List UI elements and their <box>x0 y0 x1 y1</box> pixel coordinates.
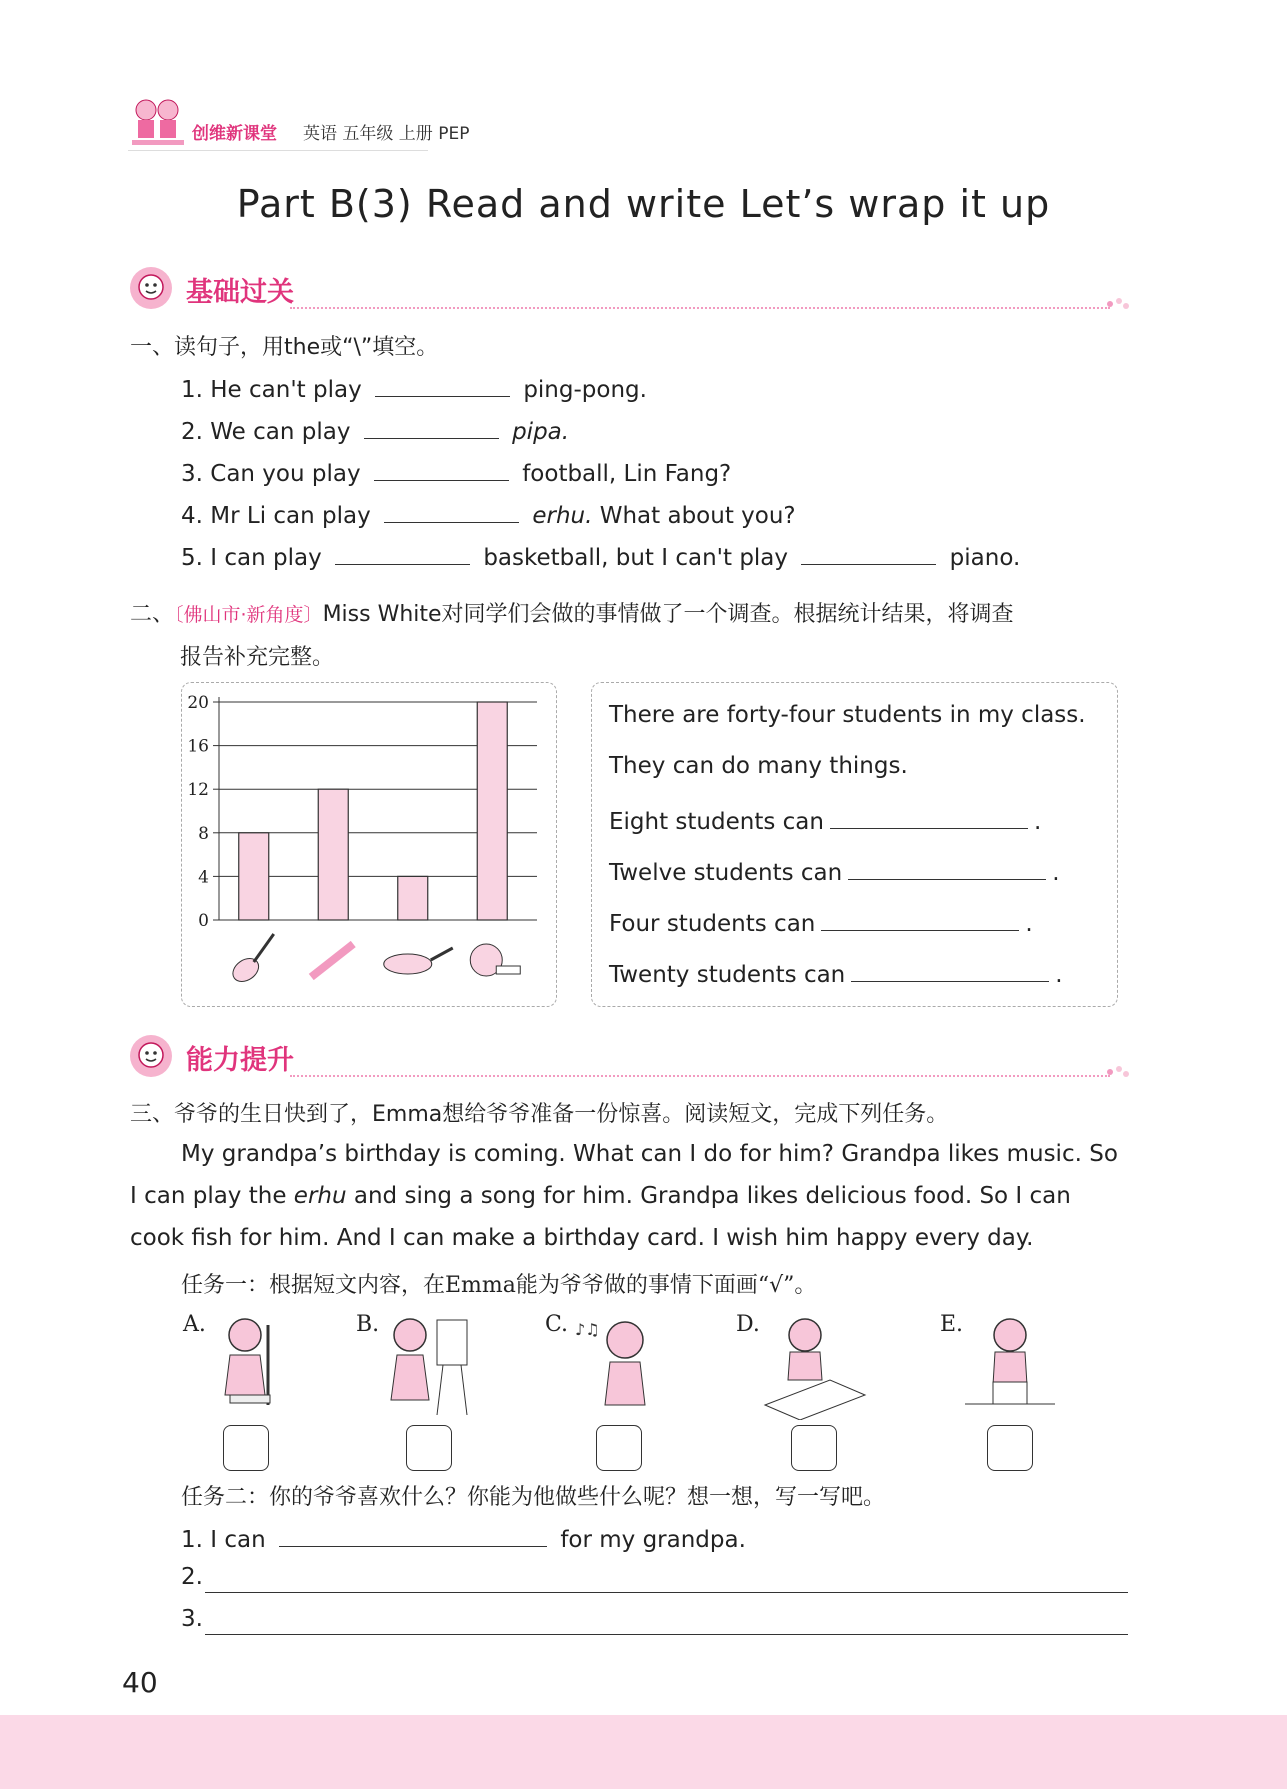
bar-pipa <box>239 833 269 920</box>
item-number: 3. <box>181 1606 203 1632</box>
item-number: 2. <box>181 1564 203 1590</box>
report-line-5 <box>609 906 1033 937</box>
answer-blank[interactable] <box>375 372 510 397</box>
page-number: 40 <box>122 1666 158 1699</box>
passage-italic: erhu <box>293 1183 347 1209</box>
girl-drawing-icon <box>385 1310 475 1420</box>
y-tick-label: 12 <box>187 780 209 801</box>
dots-decoration-icon <box>1106 296 1130 316</box>
task2-instruction: 任务二：你的爷爷喜欢什么？你能为他做些什么呢？想一想，写一写吧。 <box>181 1485 886 1510</box>
option-label-d: D. <box>736 1312 760 1337</box>
y-tick-label: 16 <box>187 736 209 757</box>
period: . <box>1052 860 1060 886</box>
report-text: Twelve students can <box>609 860 843 886</box>
q1-item-4 <box>181 498 796 529</box>
answer-line-3[interactable] <box>205 1634 1128 1635</box>
report-text: Twenty students can <box>609 962 846 988</box>
q2-title-text: Miss White对同学们会做的事情做了一个调查。根据统计结果，将调查 <box>322 602 1014 627</box>
item-text: He can't play <box>210 377 362 403</box>
report-text: Four students can <box>609 911 816 937</box>
dots-decoration-icon <box>1106 1064 1130 1084</box>
checkbox-c[interactable] <box>596 1425 642 1471</box>
answer-blank[interactable] <box>848 855 1046 880</box>
ping-pong-paddle-icon <box>496 966 520 974</box>
answer-blank[interactable] <box>821 906 1019 931</box>
bar-chart <box>181 682 557 1007</box>
y-tick-label: 20 <box>187 693 209 713</box>
section-badge-icon <box>128 265 174 311</box>
item-text-italic: erhu. <box>532 503 593 529</box>
task2-answer-1 <box>181 1522 746 1553</box>
subject-info: 英语 五年级 上册 PEP <box>303 124 470 144</box>
wok-icon <box>431 948 453 960</box>
option-label-a: A. <box>183 1312 206 1337</box>
q1-item-3 <box>181 456 731 487</box>
girl-playing-erhu-icon <box>210 1310 290 1420</box>
period: . <box>1055 962 1063 988</box>
y-tick-label: 4 <box>198 867 209 888</box>
y-tick-label: 0 <box>198 911 209 931</box>
section-badge-icon <box>128 1033 174 1079</box>
report-line-4 <box>609 855 1060 886</box>
section-divider <box>290 1075 1110 1077</box>
checkbox-b[interactable] <box>406 1425 452 1471</box>
q1-item-1 <box>181 372 647 403</box>
item-number: 1. <box>181 377 203 403</box>
bar-cook <box>398 876 428 920</box>
item-text: What about you? <box>592 503 796 529</box>
item-text: I can play <box>210 545 322 571</box>
item-number: 2. <box>181 419 203 445</box>
item-number: 3. <box>181 461 203 487</box>
header-rule <box>128 150 428 151</box>
item-text: pipa. <box>512 419 570 445</box>
section-divider <box>290 307 1110 309</box>
section-heading-advanced: 能力提升 <box>186 1045 294 1076</box>
answer-text: I can <box>210 1527 266 1553</box>
checkbox-e[interactable] <box>987 1425 1033 1471</box>
option-label-e: E. <box>940 1312 964 1337</box>
item-text: basketball, but I can't play <box>483 545 789 571</box>
q2-prefix: 二、 <box>130 602 175 627</box>
girl-singing-icon <box>575 1310 665 1420</box>
answer-text: for my grandpa. <box>560 1527 746 1553</box>
task2-answer-3 <box>181 1606 203 1632</box>
period: . <box>1033 809 1042 835</box>
task2-answer-2 <box>181 1564 203 1590</box>
item-text: football, Lin Fang? <box>522 461 732 487</box>
girl-making-card-icon <box>760 1310 870 1420</box>
item-number: 1. <box>181 1527 203 1553</box>
passage-line-3: cook fish for him. And I can make a birthday card. I wish him happy every day. <box>130 1225 1034 1251</box>
checkbox-a[interactable] <box>223 1425 269 1471</box>
q1-title: 一、读句子，用the或“\”填空。 <box>130 335 439 360</box>
answer-blank[interactable] <box>279 1522 547 1547</box>
pipa-icon <box>254 934 274 962</box>
q1-item-5 <box>181 540 1020 571</box>
bar-draw <box>318 789 348 920</box>
q1-item-2 <box>181 414 569 445</box>
passage-line-2 <box>130 1175 1128 1217</box>
page-title: Part B(3) Read and write Let’s wrap it up <box>236 182 1051 226</box>
footer-band <box>0 1715 1287 1789</box>
girl-cooking-icon <box>965 1310 1055 1420</box>
report-text: Eight students can <box>609 809 824 835</box>
item-text: ping-pong. <box>523 377 647 403</box>
q2-title-line2: 报告补充完整。 <box>180 645 335 670</box>
report-line-1: There are forty-four students in my class. <box>609 702 1086 728</box>
report-line-2: They can do many things. <box>609 753 908 779</box>
item-text: piano. <box>949 545 1021 571</box>
option-label-c: C. <box>545 1312 569 1337</box>
report-line-3 <box>609 804 1041 835</box>
y-tick-label: 8 <box>198 823 209 844</box>
bar-ping-pong <box>477 702 507 920</box>
passage-text: I can play the <box>130 1183 294 1209</box>
answer-blank[interactable] <box>335 540 470 565</box>
svg-text:♪♫: ♪♫ <box>575 1320 600 1339</box>
answer-blank[interactable] <box>384 498 519 523</box>
section-heading-basic: 基础过关 <box>186 277 294 308</box>
period: . <box>1025 911 1033 937</box>
answer-blank[interactable] <box>851 957 1049 982</box>
q2-title <box>130 597 1014 628</box>
item-number: 5. <box>181 545 203 571</box>
report-line-6 <box>609 957 1063 988</box>
option-label-b: B. <box>356 1312 380 1337</box>
answer-blank[interactable] <box>374 456 509 481</box>
pencil-icon <box>311 944 353 977</box>
source-tag: 〔佛山市·新角度〕 <box>174 604 323 626</box>
answer-blank[interactable] <box>801 540 936 565</box>
passage-text: and sing a song for him. Grandpa likes delicious food. So I can <box>346 1183 1071 1209</box>
kids-logo-icon <box>128 90 188 150</box>
task1-instruction: 任务一：根据短文内容，在Emma能为爷爷做的事情下面画“√”。 <box>181 1273 817 1298</box>
item-text: Can you play <box>210 461 361 487</box>
item-text: We can play <box>210 419 351 445</box>
answer-line-2[interactable] <box>205 1592 1128 1593</box>
item-text: Mr Li can play <box>210 503 371 529</box>
answer-blank[interactable] <box>364 414 499 439</box>
q3-title: 三、爷爷的生日快到了，Emma想给爷爷准备一份惊喜。阅读短文，完成下列任务。 <box>130 1102 949 1127</box>
brand-name: 创维新课堂 <box>192 124 277 144</box>
item-number: 4. <box>181 503 203 529</box>
checkbox-d[interactable] <box>791 1425 837 1471</box>
passage-line-1: My grandpa’s birthday is coming. What can I do for him? Grandpa likes music. So <box>181 1141 1118 1167</box>
answer-blank[interactable] <box>830 804 1028 829</box>
header-logo <box>128 90 188 150</box>
reading-passage <box>130 1133 1128 1259</box>
wok-icon <box>384 954 432 974</box>
